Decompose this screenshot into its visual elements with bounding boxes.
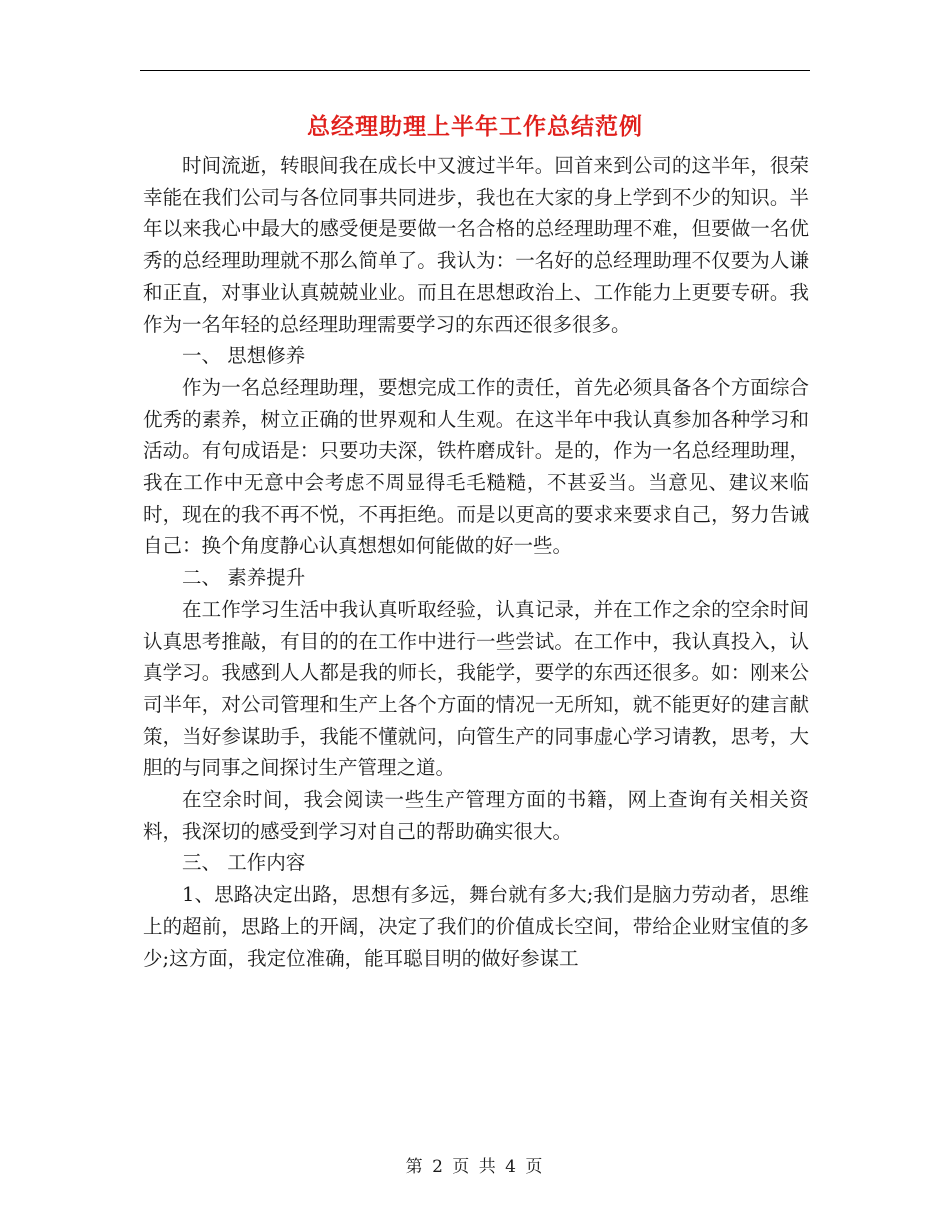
section-heading-1: 一、 思想修养 xyxy=(182,344,306,368)
paragraph-section-2a: 在工作学习生活中我认真听取经验，认真记录，并在工作之余的空余时间认真思考推敲，有目的的在工作中进行一些尝试。在工作中，我认真投入，认真学习。我感到人人都是我的师长，我能学，要学的东西还很多。如：刚来公司半年，对公司管理和生产上各个方面的情况一无所知，就不能更好的建言献策，当好参谋助手，我能不懂就问，向管生产的同事虚心学习请教，思考，大胆的与同事之间探讨生产管理之道。 xyxy=(143,597,809,780)
paragraph-section-1: 作为一名总经理助理，要想完成工作的责任，首先必须具备各个方面综合优秀的素养，树立正确的世界观和人生观。在这半年中我认真参加各种学习和活动。有句成语是：只要功夫深，铁杵磨成针。是的，作为一名总经理助理，我在工作中无意中会考虑不周显得毛毛糙糙，不甚妥当。当意见、建议来临时，现在的我不再不悦，不再拒绝。而是以更高的要求来要求自己，努力告诫自己：换个角度静心认真想想如何能做的好一些。 xyxy=(143,375,809,558)
document-body xyxy=(143,150,809,974)
section-heading-2: 二、 素养提升 xyxy=(182,566,306,590)
document-title: 总经理助理上半年工作总结范例 xyxy=(307,113,643,140)
header-rule xyxy=(140,70,810,71)
paragraph-section-2b: 在空余时间，我会阅读一些生产管理方面的书籍，网上查询有关相关资料，我深切的感受到学习对自己的帮助确实很大。 xyxy=(143,788,809,843)
page-number: 第 2 页 共 4 页 xyxy=(405,1157,545,1177)
paragraph-section-3: 1、思路决定出路，思想有多远，舞台就有多大;我们是脑力劳动者，思维上的超前，思路上的开阔，决定了我们的价值成长空间，带给企业财宝值的多少;这方面，我定位准确，能耳聪目明的做好参谋工 xyxy=(143,883,809,970)
paragraph-intro: 时间流逝，转眼间我在成长中又渡过半年。回首来到公司的这半年，很荣幸能在我们公司与各位同事共同进步，我也在大家的身上学到不少的知识。半年以来我心中最大的感受便是要做一名合格的总经理助理不难，但要做一名优秀的总经理助理就不那么简单了。我认为：一名好的总经理助理不仅要为人谦和正直，对事业认真兢兢业业。而且在思想政治上、工作能力上更要专研。我作为一名年轻的总经理助理需要学习的东西还很多很多。 xyxy=(143,154,809,336)
section-heading-3: 三、 工作内容 xyxy=(182,851,306,875)
